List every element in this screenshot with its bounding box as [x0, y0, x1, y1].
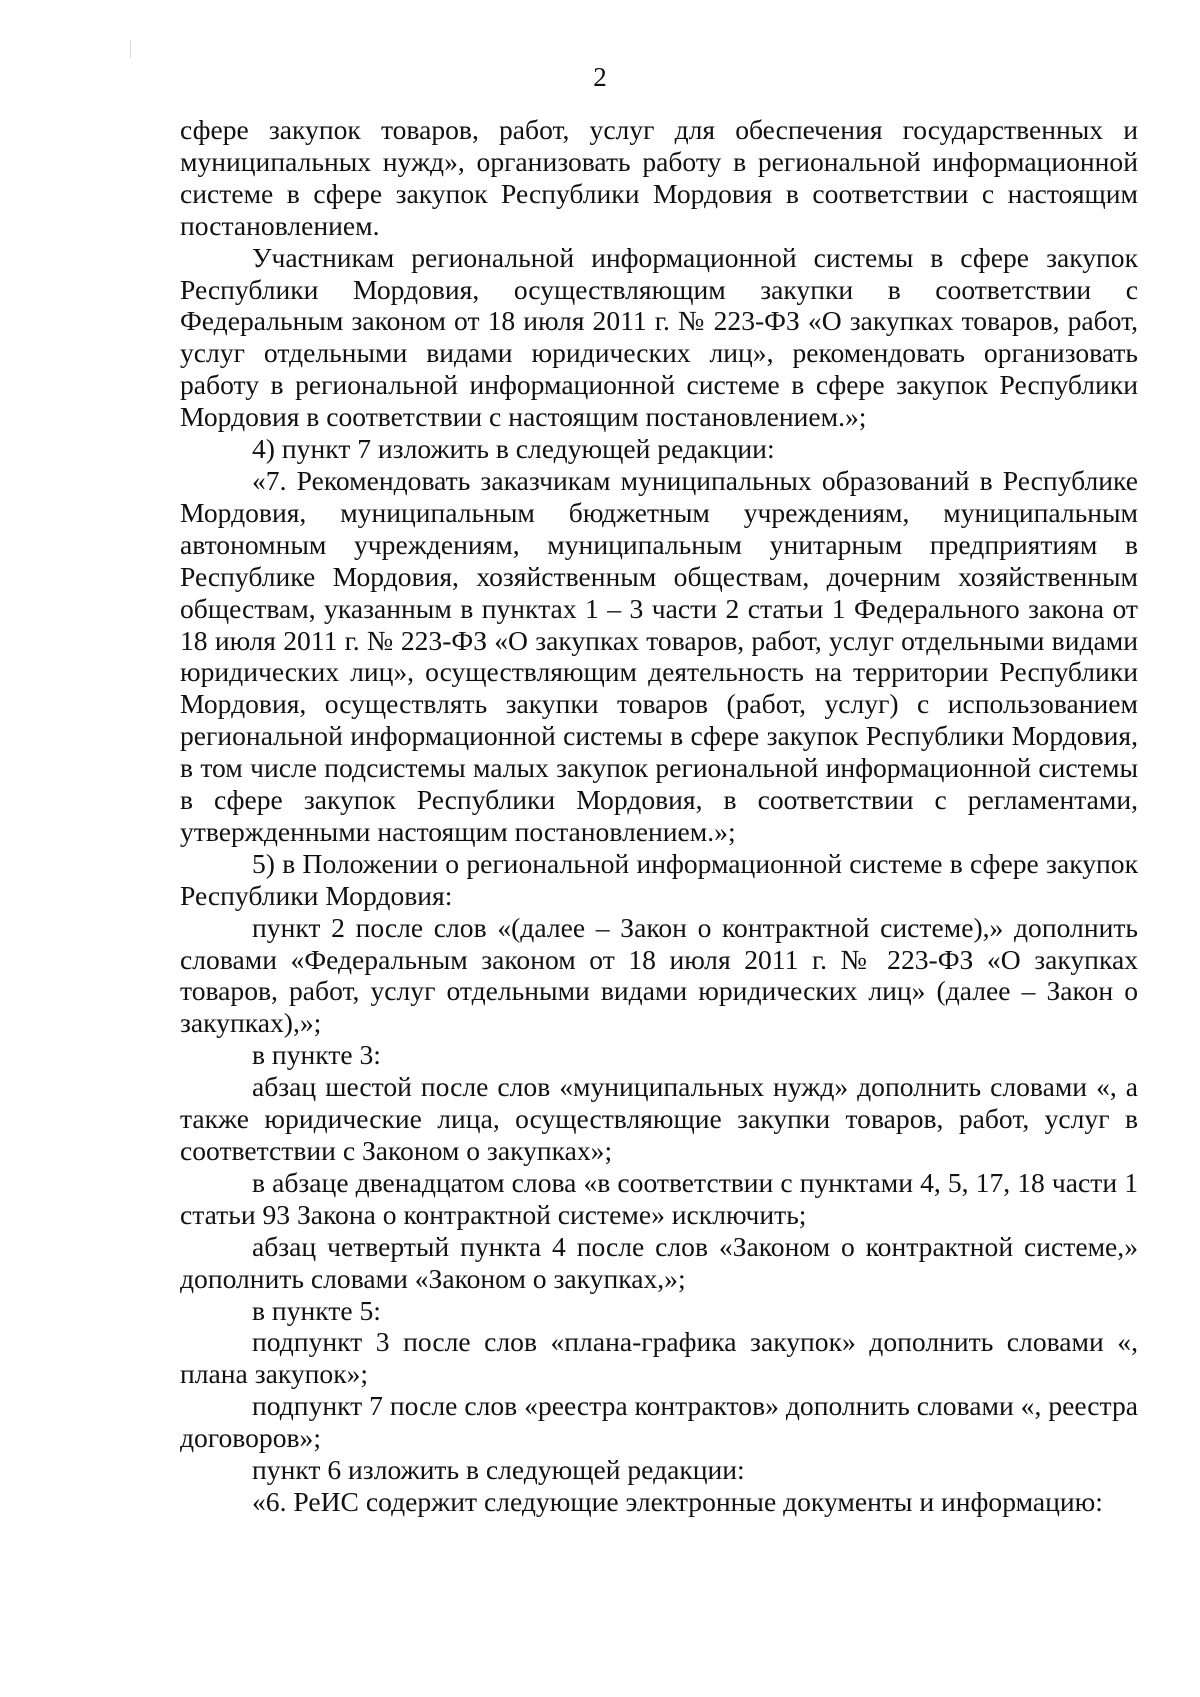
- paragraph-14: пункт 6 изложить в следующей редакции:: [252, 1454, 745, 1486]
- paragraph-9: в абзаце двенадцатом слова «в соответствии с пунктами 4, 5, 17, 18 части 1 статьи 93 Закона о контрактной системе» исключить;: [180, 1166, 1138, 1230]
- paragraph-2: Участникам региональной информационной системы в сфере закупок Республики Мордовия, осуществляющим закупки в соответствии с Федеральным законом от 18 июля 2011 г. № 223-ФЗ «О закупках товаров, работ, услуг отдельными видами юридических лиц», рекомендовать организовать работу в региональной информационной системе в сфере закупок Республики Мордовия в соответствии с настоящим постановлением.»;: [180, 241, 1138, 433]
- paragraph-5: 5) в Положении о региональной информационной системе в сфере закупок Республики Мордовия:: [180, 847, 1138, 911]
- paragraph-1: сфере закупок товаров, работ, услуг для обеспечения государственных и муниципальных нужд», организовать работу в региональной информационной системе в сфере закупок Республики Мордовия в соответствии с настоящим постановлением.: [180, 114, 1138, 241]
- paragraph-12: подпункт 3 после слов «плана-графика закупок» дополнить словами «, плана закупок»;: [180, 1326, 1138, 1390]
- page-number: 2: [593, 62, 607, 92]
- paragraph-6: пункт 2 после слов «(далее – Закон о контрактной системе),» дополнить словами «Федеральным законом от 18 июля 2011 г. № 223-ФЗ «О закупках товаров, работ, услуг отдельными видами юридических лиц» (далее – Закон о закупках),»;: [180, 911, 1138, 1039]
- paragraph-13: подпункт 7 после слов «реестра контрактов» дополнить словами «, реестра договоров»;: [180, 1390, 1138, 1454]
- paragraph-4: «7. Рекомендовать заказчикам муниципальных образований в Республике Мордовия, муниципальным бюджетным учреждениям, муниципальным автономным учреждениям, муниципальным унитарным предприятиям в Республике Мордовия, хозяйственным обществам, дочерним хозяйственным обществам, указанным в пунктах 1 – 3 части 2 статьи 1 Федерального закона от 18 июля 2011 г. № 223-ФЗ «О закупках товаров, работ, услуг отдельными видами юридических лиц», осуществляющим деятельность на территории Республики Мордовия, осуществлять закупки товаров (работ, услуг) с использованием региональной информационной системы в сфере закупок Республики Мордовия, в том числе подсистемы малых закупок региональной информационной системы в сфере закупок Республики Мордовия, в соответствии с регламентами, утвержденными настоящим постановлением.»;: [180, 464, 1138, 847]
- paragraph-3: 4) пункт 7 изложить в следующей редакции:: [252, 433, 775, 465]
- document-body: [180, 114, 1138, 1518]
- paragraph-15: «6. РеИС содержит следующие электронные документы и информацию:: [252, 1485, 1103, 1517]
- paragraph-11: в пункте 5:: [252, 1294, 381, 1326]
- paragraph-8: абзац шестой после слов «муниципальных нужд» дополнить словами «, а также юридические лица, осуществляющие закупки товаров, работ, услуг в соответствии с Законом о закупках»;: [180, 1071, 1138, 1166]
- paragraph-10: абзац четвертый пункта 4 после слов «Законом о контрактной системе,» дополнить словами «Законом о закупках,»;: [180, 1230, 1138, 1294]
- paragraph-7: в пункте 3:: [252, 1039, 381, 1071]
- scan-margin-mark: [130, 40, 131, 58]
